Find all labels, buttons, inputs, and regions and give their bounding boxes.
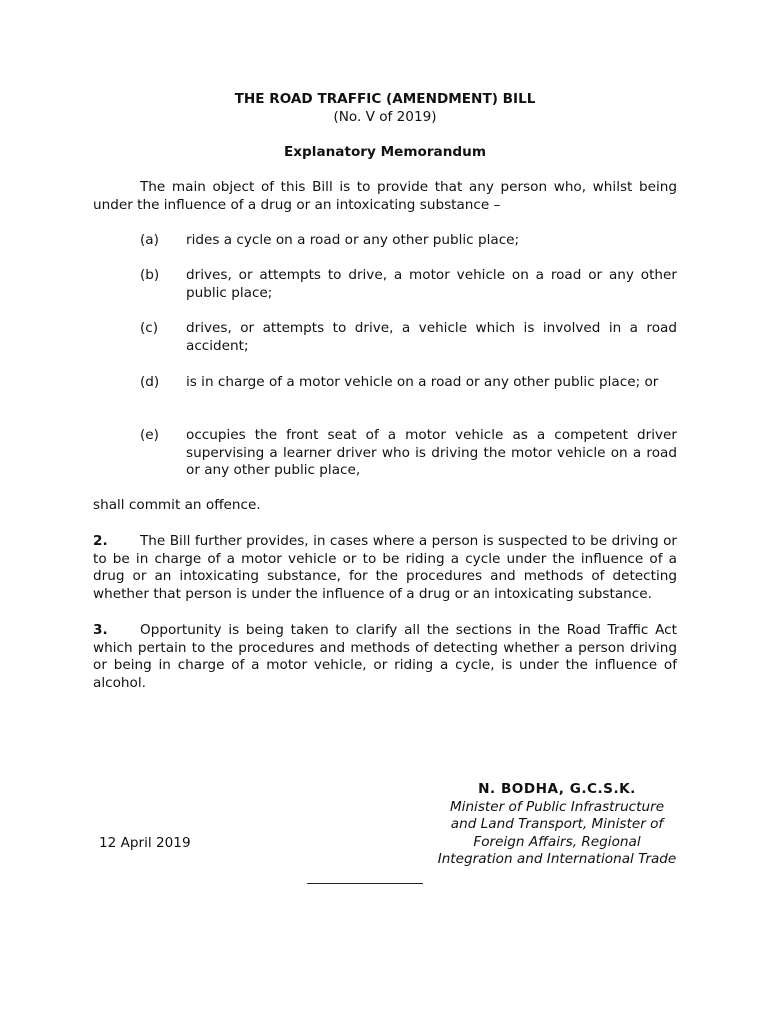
list-item-text: drives, or attempts to drive, a motor vehicle on a road or any other public place;: [186, 267, 677, 301]
intro-paragraph: The main object of this Bill is to provide that any person who, whilst being under the influence of a drug or an intoxicating substance –: [93, 179, 677, 213]
signatory-name: N. BODHA, G.C.S.K.: [478, 781, 636, 797]
closing-line: shall commit an offence.: [93, 497, 261, 513]
list-item-text: occupies the front seat of a motor vehicle as a competent driver supervising a learner driver who is driving the motor vehicle on a road or any other public place,: [186, 427, 677, 478]
bill-number: (No. V of 2019): [333, 109, 437, 125]
paragraph-number: 3.: [93, 622, 108, 638]
paragraph-text: Opportunity is being taken to clarify all the sections in the Road Traffic Act which pertain to the procedures and methods of detecting whether a person driving or being in charge of a motor vehicle, or riding a cycle, is under the influence of alcohol.: [93, 622, 677, 691]
memorandum-heading: Explanatory Memorandum: [284, 144, 486, 160]
list-item-text: rides a cycle on a road or any other public place;: [186, 232, 520, 248]
list-item-label: (a): [140, 232, 159, 248]
signatory-role-line: Minister of Public Infrastructure: [449, 798, 665, 815]
list-item-label: (c): [140, 320, 159, 336]
signatory-role-line: and Land Transport, Minister of: [450, 816, 664, 832]
signature-block: [421, 781, 693, 869]
paragraph-text: The Bill further provides, in cases where a person is suspected to be driving or to be in charge of a motor vehicle or to be riding a cycle under the influence of a drug or an intoxicating substance, for the procedures and methods of detecting whether that person is under the influence of a drug or an intoxicating substance.: [93, 533, 677, 602]
signatory-role-line: Integration and International Trade: [437, 851, 677, 867]
paragraph-number: 2.: [93, 533, 108, 549]
bill-title: THE ROAD TRAFFIC (AMENDMENT) BILL: [234, 91, 536, 107]
list-item-text: drives, or attempts to drive, a vehicle which is involved in a road accident;: [186, 320, 677, 354]
list-item-text: is in charge of a motor vehicle on a road or any other public place; or: [186, 374, 659, 390]
closing-rule-divider: [307, 883, 423, 884]
paragraph-3: [93, 622, 677, 692]
paragraph-2: [93, 533, 677, 603]
list-item-label: (d): [140, 374, 160, 390]
document-date: 12 April 2019: [99, 835, 191, 851]
list-item-label: (b): [140, 267, 160, 283]
list-item-label: (e): [140, 427, 159, 443]
signatory-role-line: Foreign Affairs, Regional: [473, 833, 641, 850]
